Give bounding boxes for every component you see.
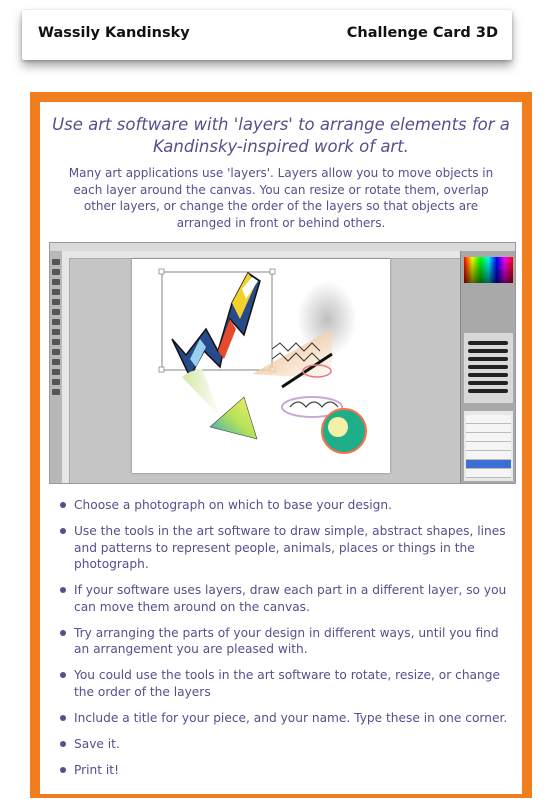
card-label: Challenge Card 3D xyxy=(346,25,498,41)
bullet-icon xyxy=(60,715,66,721)
header-card xyxy=(22,10,512,60)
bullet-icon xyxy=(60,630,66,636)
kandinsky-artwork xyxy=(132,259,390,473)
screenshot-ruler-left xyxy=(62,258,70,483)
bullet-icon xyxy=(60,587,66,593)
list-item: If your software uses layers, draw each part in a different layer, so you can move them around on the canvas. xyxy=(58,582,513,615)
artwork-canvas xyxy=(132,259,390,473)
list-item: Print it! xyxy=(58,762,513,779)
screenshot-side-panels xyxy=(460,251,516,483)
list-item: You could use the tools in the art software to rotate, resize, or change the order of the layers xyxy=(58,667,513,700)
list-item: Save it. xyxy=(58,736,513,753)
list-item: Include a title for your piece, and your name. Type these in one corner. xyxy=(58,710,513,727)
layers-panel xyxy=(464,411,513,481)
screenshot-ruler-top xyxy=(62,251,460,259)
instruction-list xyxy=(58,497,513,788)
card-title: Use art software with 'layers' to arrange elements for a Kandinsky-inspired work of art. xyxy=(52,115,510,156)
challenge-card xyxy=(40,102,522,794)
list-item: Choose a photograph on which to base your design. xyxy=(58,497,513,514)
bullet-icon xyxy=(60,528,66,534)
bullet-icon xyxy=(60,741,66,747)
list-item: Use the tools in the art software to draw simple, abstract shapes, lines and patterns to represent people, animals, places or things in the photograph. xyxy=(58,523,513,573)
bullet-icon xyxy=(60,502,66,508)
art-software-screenshot xyxy=(49,242,516,484)
challenge-card-frame xyxy=(30,92,532,798)
card-intro: Many art applications use 'layers'. Layers allow you to move objects in each layer around the canvas. You can resize or rotate them, overlap other layers, or change the order of the layers so that objects are arranged in front or behind others. xyxy=(68,166,494,230)
brush-presets xyxy=(464,333,513,403)
bullet-icon xyxy=(60,672,66,678)
list-item: Try arranging the parts of your design in different ways, until you find an arrangement you are pleased with. xyxy=(58,625,513,658)
bullet-icon xyxy=(60,767,66,773)
color-swatches xyxy=(464,257,513,283)
artist-name: Wassily Kandinsky xyxy=(38,25,190,41)
